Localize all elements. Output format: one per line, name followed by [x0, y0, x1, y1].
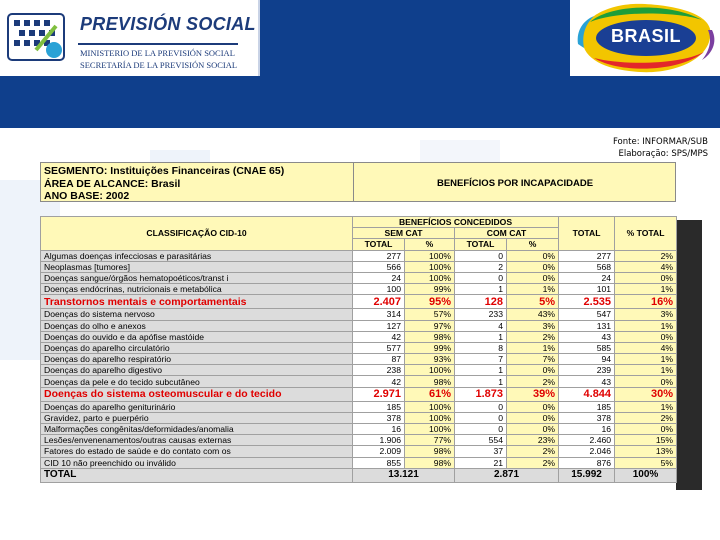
sem-cat-pct: 100% — [405, 412, 455, 423]
table-row — [41, 401, 677, 412]
row-total: 876 — [559, 457, 615, 468]
com-cat-pct: 0% — [507, 424, 559, 435]
sem-cat-pct: 98% — [405, 446, 455, 457]
row-pct-total: 2% — [615, 412, 677, 423]
ministry-emblem-icon — [6, 6, 66, 66]
row-pct-total: 1% — [615, 365, 677, 376]
total-sem-cat: 13.121 — [353, 468, 455, 482]
row-label: Fatores do estado de saúde e do contato com os — [41, 446, 353, 457]
total-all: 15.992 — [559, 468, 615, 482]
row-label: Lesões/envenenamentos/outras causas externas — [41, 435, 353, 446]
com-cat-total: 0 — [455, 424, 507, 435]
table-row — [41, 309, 677, 320]
table-body — [41, 250, 677, 468]
com-cat-total: 21 — [455, 457, 507, 468]
brasil-logo — [570, 0, 720, 76]
com-cat-pct: 3% — [507, 320, 559, 331]
row-label: Doenças do olho e anexos — [41, 320, 353, 331]
table-row — [41, 261, 677, 272]
com-cat-total: 1 — [455, 284, 507, 295]
com-cat-pct: 1% — [507, 342, 559, 353]
secretariat-name: SECRETARÍA DE LA PREVISIÓN SOCIAL — [80, 60, 238, 70]
header-band-left — [0, 76, 258, 128]
com-cat-total: 0 — [455, 272, 507, 283]
sem-cat-total: 2.009 — [353, 446, 405, 457]
brasil-logo-text: BRASIL — [611, 26, 681, 46]
sem-cat-pct: 99% — [405, 342, 455, 353]
sem-cat-pct: 100% — [405, 272, 455, 283]
sem-cat-total: 16 — [353, 424, 405, 435]
com-cat-total: 0 — [455, 250, 507, 261]
table-row — [41, 331, 677, 342]
org-title: PREVISIÓN SOCIAL — [80, 14, 256, 34]
com-cat-pct: 2% — [507, 457, 559, 468]
row-total: 2.535 — [559, 295, 615, 309]
sem-cat-total: 1.906 — [353, 435, 405, 446]
com-cat-total: 233 — [455, 309, 507, 320]
row-label: Doenças endócrinas, nutricionais e metabólica — [41, 284, 353, 295]
sem-cat-pct: 77% — [405, 435, 455, 446]
com-cat-pct: 7% — [507, 354, 559, 365]
row-total: 547 — [559, 309, 615, 320]
total-header: TOTAL — [559, 217, 615, 251]
sem-cat-total: 238 — [353, 365, 405, 376]
total-com-cat: 2.871 — [455, 468, 559, 482]
table-row — [41, 250, 677, 261]
sem-cat-total: 314 — [353, 309, 405, 320]
classification-header: CLASSIFICAÇÃO CID-10 — [41, 217, 353, 251]
row-label: Doenças do sistema nervoso — [41, 309, 353, 320]
com-cat-pct: 2% — [507, 331, 559, 342]
sem-cat-pct: 98% — [405, 331, 455, 342]
table-row — [41, 446, 677, 457]
title-rule — [78, 43, 238, 45]
sem-cat-total-header: TOTAL — [353, 239, 405, 250]
row-total: 43 — [559, 331, 615, 342]
com-cat-pct: 0% — [507, 250, 559, 261]
row-label: Doenças do sistema osteomuscular e do tecido — [41, 387, 353, 401]
row-total: 185 — [559, 401, 615, 412]
sem-cat-total: 566 — [353, 261, 405, 272]
sem-cat-header: SEM CAT — [353, 228, 455, 239]
table-row — [41, 412, 677, 423]
row-pct-total: 1% — [615, 354, 677, 365]
ministry-logo-panel — [0, 0, 260, 76]
row-total: 277 — [559, 250, 615, 261]
row-total: 16 — [559, 424, 615, 435]
com-cat-total: 4 — [455, 320, 507, 331]
sem-cat-total: 127 — [353, 320, 405, 331]
sem-cat-total: 2.407 — [353, 295, 405, 309]
com-cat-total: 7 — [455, 354, 507, 365]
sem-cat-pct-header: % — [405, 239, 455, 250]
com-cat-pct: 0% — [507, 401, 559, 412]
prepared-by-line: Elaboração: SPS/MPS — [618, 149, 708, 159]
sem-cat-total: 42 — [353, 376, 405, 387]
header-banner — [0, 0, 720, 128]
row-pct-total: 1% — [615, 284, 677, 295]
com-cat-header: COM CAT — [455, 228, 559, 239]
row-label: Doenças do aparelho digestivo — [41, 365, 353, 376]
sem-cat-total: 378 — [353, 412, 405, 423]
com-cat-pct: 0% — [507, 261, 559, 272]
sem-cat-pct: 100% — [405, 261, 455, 272]
table-row — [41, 272, 677, 283]
table-row — [41, 435, 677, 446]
com-cat-total: 1 — [455, 376, 507, 387]
sem-cat-total: 24 — [353, 272, 405, 283]
sem-cat-total: 2.971 — [353, 387, 405, 401]
row-total: 131 — [559, 320, 615, 331]
com-cat-pct: 0% — [507, 365, 559, 376]
sem-cat-pct: 100% — [405, 401, 455, 412]
sem-cat-pct: 97% — [405, 320, 455, 331]
segment-line: SEGMENTO: Instituições Financeiras (CNAE 65) — [44, 165, 285, 177]
sem-cat-total: 87 — [353, 354, 405, 365]
row-pct-total: 1% — [615, 401, 677, 412]
row-pct-total: 15% — [615, 435, 677, 446]
com-cat-total: 1.873 — [455, 387, 507, 401]
segment-info — [44, 165, 284, 203]
row-total: 568 — [559, 261, 615, 272]
sem-cat-total: 277 — [353, 250, 405, 261]
com-cat-total-header: TOTAL — [455, 239, 507, 250]
row-pct-total: 4% — [615, 342, 677, 353]
row-pct-total: 2% — [615, 250, 677, 261]
row-label: Neoplasmas [tumores] — [41, 261, 353, 272]
total-pct: 100% — [615, 468, 677, 482]
table-row — [41, 387, 677, 401]
table-row — [41, 354, 677, 365]
row-label: Algumas doenças infecciosas e parasitárias — [41, 250, 353, 261]
sem-cat-pct: 99% — [405, 284, 455, 295]
com-cat-pct: 43% — [507, 309, 559, 320]
sem-cat-pct: 98% — [405, 457, 455, 468]
row-total: 2.046 — [559, 446, 615, 457]
table-row — [41, 424, 677, 435]
row-label: Doenças do aparelho geniturinário — [41, 401, 353, 412]
com-cat-pct: 2% — [507, 446, 559, 457]
benefits-title: BENEFÍCIOS POR INCAPACIDADE — [436, 178, 594, 189]
sem-cat-pct: 100% — [405, 250, 455, 261]
row-pct-total: 13% — [615, 446, 677, 457]
com-cat-pct: 0% — [507, 412, 559, 423]
row-label: Doenças do aparelho circulatório — [41, 342, 353, 353]
row-pct-total: 30% — [615, 387, 677, 401]
table-row — [41, 457, 677, 468]
scope-line: ÁREA DE ALCANCE: Brasil — [44, 177, 181, 190]
segment-divider — [353, 163, 354, 201]
row-pct-total: 0% — [615, 424, 677, 435]
sem-cat-total: 185 — [353, 401, 405, 412]
pct-total-header: % TOTAL — [615, 217, 677, 251]
row-pct-total: 5% — [615, 457, 677, 468]
row-pct-total: 4% — [615, 261, 677, 272]
row-total: 24 — [559, 272, 615, 283]
row-total: 378 — [559, 412, 615, 423]
sem-cat-total: 100 — [353, 284, 405, 295]
sem-cat-pct: 57% — [405, 309, 455, 320]
sem-cat-pct: 98% — [405, 376, 455, 387]
sem-cat-pct: 61% — [405, 387, 455, 401]
row-label: CID 10 não preenchido ou inválido — [41, 457, 353, 468]
row-label: Doenças sangue/órgãos hematopoéticos/transt i — [41, 272, 353, 283]
com-cat-total: 1 — [455, 331, 507, 342]
com-cat-total: 2 — [455, 261, 507, 272]
com-cat-pct: 1% — [507, 284, 559, 295]
source-line: Fonte: INFORMAR/SUB — [612, 137, 708, 147]
com-cat-pct: 0% — [507, 272, 559, 283]
table-row — [41, 320, 677, 331]
com-cat-pct: 23% — [507, 435, 559, 446]
row-label: Transtornos mentais e comportamentais — [41, 295, 353, 309]
com-cat-pct: 5% — [507, 295, 559, 309]
row-total: 4.844 — [559, 387, 615, 401]
row-pct-total: 1% — [615, 320, 677, 331]
benefits-granted-header: BENEFÍCIOS CONCEDIDOS — [353, 217, 559, 228]
benefits-table — [40, 216, 677, 483]
segment-panel — [40, 162, 676, 202]
row-pct-total: 0% — [615, 331, 677, 342]
row-total: 585 — [559, 342, 615, 353]
total-row — [41, 468, 677, 482]
com-cat-total: 128 — [455, 295, 507, 309]
sem-cat-pct: 93% — [405, 354, 455, 365]
sem-cat-pct: 100% — [405, 365, 455, 376]
row-label: Doenças do ouvido e da apófise mastóide — [41, 331, 353, 342]
row-label: Malformações congênitas/deformidades/anomalia — [41, 424, 353, 435]
row-pct-total: 3% — [615, 309, 677, 320]
com-cat-total: 554 — [455, 435, 507, 446]
table-row — [41, 365, 677, 376]
ministry-name: MINISTERIO DE LA PREVISIÓN SOCIAL — [80, 48, 235, 58]
com-cat-total: 0 — [455, 401, 507, 412]
table-row — [41, 342, 677, 353]
table-row — [41, 284, 677, 295]
row-pct-total: 16% — [615, 295, 677, 309]
row-pct-total: 0% — [615, 376, 677, 387]
sem-cat-total: 577 — [353, 342, 405, 353]
row-label: Doenças da pele e do tecido subcutâneo — [41, 376, 353, 387]
com-cat-pct: 39% — [507, 387, 559, 401]
com-cat-total: 0 — [455, 412, 507, 423]
base-year-line: ANO BASE: 2002 — [44, 190, 130, 202]
row-pct-total: 0% — [615, 272, 677, 283]
row-total: 2.460 — [559, 435, 615, 446]
sem-cat-pct: 100% — [405, 424, 455, 435]
com-cat-total: 1 — [455, 365, 507, 376]
com-cat-pct-header: % — [507, 239, 559, 250]
table-row — [41, 295, 677, 309]
sem-cat-pct: 95% — [405, 295, 455, 309]
total-label: TOTAL — [41, 468, 353, 482]
table-row — [41, 376, 677, 387]
sem-cat-total: 42 — [353, 331, 405, 342]
com-cat-total: 8 — [455, 342, 507, 353]
sem-cat-total: 855 — [353, 457, 405, 468]
row-label: Doenças do aparelho respiratório — [41, 354, 353, 365]
com-cat-total: 37 — [455, 446, 507, 457]
com-cat-pct: 2% — [507, 376, 559, 387]
row-total: 239 — [559, 365, 615, 376]
row-label: Gravidez, parto e puerpério — [41, 412, 353, 423]
row-total: 101 — [559, 284, 615, 295]
header-band — [258, 76, 720, 128]
row-total: 94 — [559, 354, 615, 365]
row-total: 43 — [559, 376, 615, 387]
